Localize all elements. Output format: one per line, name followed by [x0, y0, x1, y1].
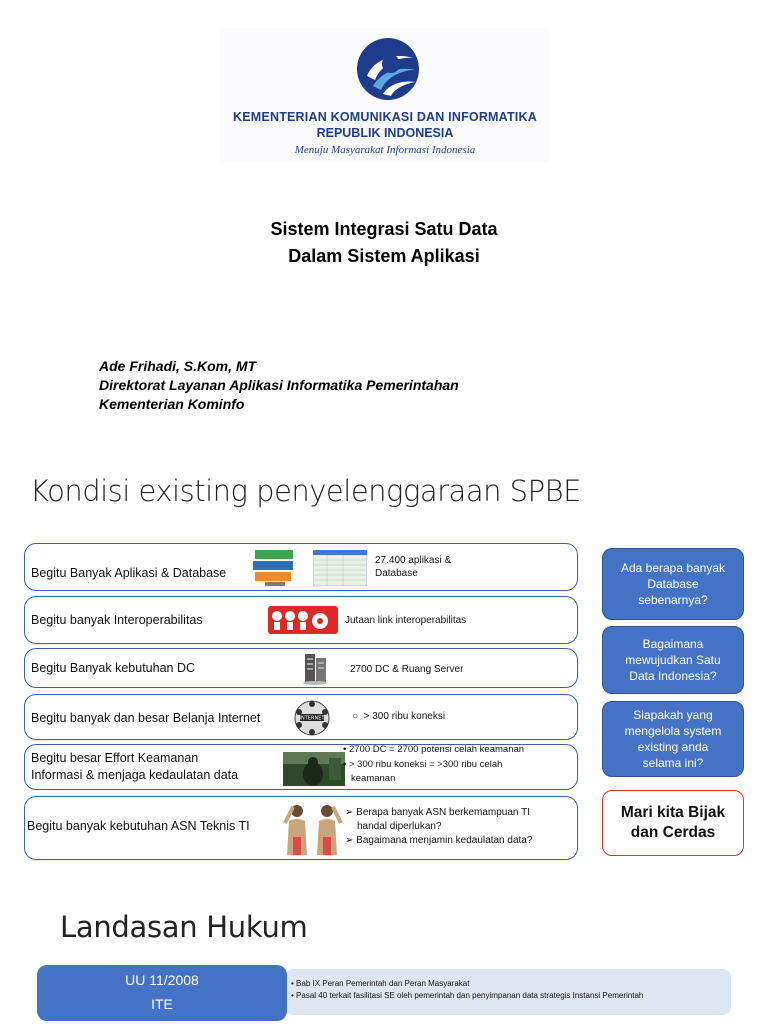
ministry-logo-block	[220, 28, 550, 163]
asn-people-icon	[283, 799, 343, 857]
condition-row-interoperabilitas: Begitu banyak Interoperabilitas Jutaan link interoperabilitas	[24, 596, 578, 644]
author-unit: Direktorat Layanan Aplikasi Informatika Pemerintahan	[99, 377, 459, 393]
question-box-satu-data: Bagaimana mewujudkan Satu Data Indonesia?	[602, 626, 744, 694]
law-detail-box: • Bab IX Peran Pemerintah dan Peran Masyarakat • Pasal 40 terkait fasilitasi SE oleh pemerintah dan penyimpanan data strategis Instansi Pemerintah	[285, 969, 731, 1015]
author-org: Kementerian Kominfo	[99, 396, 245, 412]
section-heading-landasan: Landasan Hukum	[60, 910, 308, 944]
internet-globe-icon	[292, 698, 332, 738]
kominfo-logo-icon	[355, 36, 421, 102]
org-country: REPUBLIK INDONESIA	[316, 126, 454, 140]
author-block	[99, 357, 459, 414]
question-box-pengelola: Siapakah yang mengelola system existing anda selama ini?	[602, 701, 744, 777]
presentation-title: Sistem Integrasi Satu Data Dalam Sistem Aplikasi	[270, 219, 498, 266]
condition-row-internet: Begitu banyak dan besar Belanja Internet INTERNET ○ > 300 ribu koneksi	[24, 694, 578, 740]
section-heading-kondisi: Kondisi existing penyelenggaraan SPBE	[30, 474, 581, 508]
svg-text:INTERNET: INTERNET	[299, 715, 325, 722]
org-tagline: Menuju Masyarakat Informasi Indonesia	[294, 144, 476, 156]
condition-row-aplikasi: Begitu Banyak Aplikasi & Database 27.400 aplikasi & Database	[24, 543, 578, 591]
call-to-action-box: Mari kita Bijak dan Cerdas	[602, 790, 744, 856]
api-gears-icon	[268, 604, 338, 636]
law-reference-box: UU 11/2008 ITE	[37, 965, 287, 1021]
condition-row-dc: Begitu Banyak kebutuhan DC 2700 DC & Ruang Server	[24, 648, 578, 688]
security-photo-icon	[283, 752, 345, 786]
condition-row-keamanan: Begitu besar Effort Keamanan Informasi & menjaga kedaulatan data • 2700 DC = 2700 potensi celah keamanan • > 300 ribu koneksi = >300 ribu celah keamanan	[24, 744, 578, 790]
server-stack-icon	[251, 548, 297, 588]
author-name: Ade Frihadi, S.Kom, MT	[99, 358, 257, 374]
org-name: KEMENTERIAN KOMUNIKASI DAN INFORMATIKA	[233, 110, 537, 124]
condition-row-asn: Begitu banyak kebutuhan ASN Teknis TI ➢ Berapa banyak ASN berkemampuan TI handal diperlukan? ➢ Bagaimana menjamin kedaulatan data?	[24, 796, 578, 860]
spreadsheet-icon	[313, 550, 367, 586]
server-rack-icon	[301, 652, 329, 686]
question-box-database: Ada berapa banyak Database sebenarnya?	[602, 548, 744, 620]
